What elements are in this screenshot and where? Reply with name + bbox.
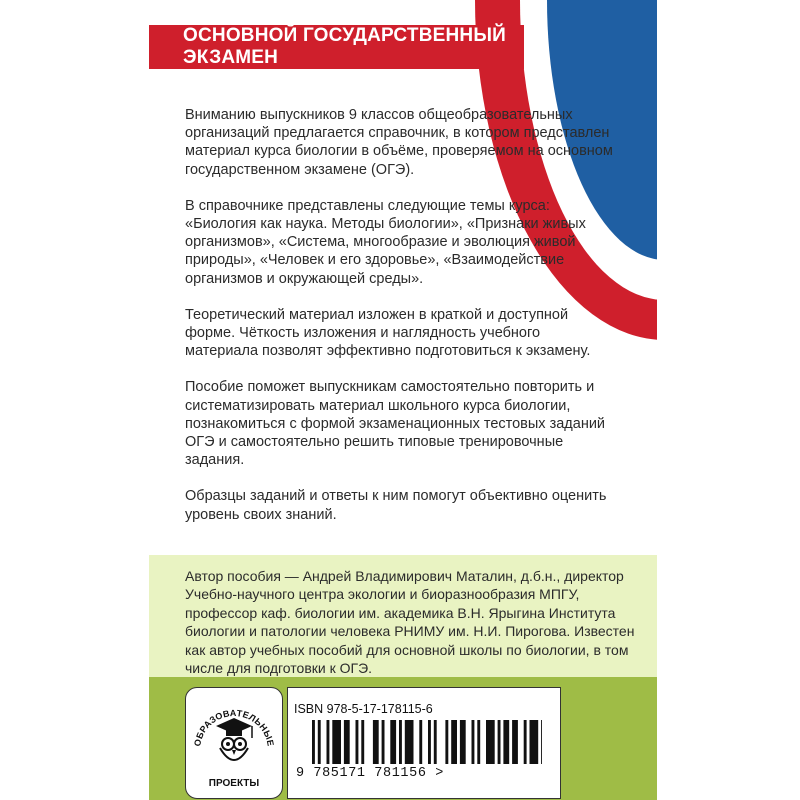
author-block: [149, 555, 657, 677]
exam-title: ОСНОВНОЙ ГОСУДАРСТВЕННЫЙ ЭКЗАМЕН: [183, 25, 506, 68]
description-paragraph: В справочнике представлены следующие темы курса: «Биология как наука. Методы биологии», «Признаки живых организмов», «Система, многообразие и эволюция живой природы», «Человек и его здоровье», «Взаимодействие организмов и окружающей среды».: [185, 197, 586, 287]
exam-title-bar: [149, 25, 524, 69]
logo-top-text: ОБРАЗОВАТЕЛЬНЫЕ: [192, 707, 276, 748]
description-paragraph: Вниманию выпускников 9 классов общеобразовательных организаций предлагается справочник, в котором представлен материал курса биологии в объёме, проверяемом на основном государственном экзамене (ОГЭ).: [185, 107, 613, 178]
logo-bottom-text: ПРОЕКТЫ: [208, 778, 260, 789]
isbn-label: ISBN 978-5-17-178115-6: [294, 702, 433, 716]
owl-logo-icon: [186, 688, 282, 798]
barcode-bars: [312, 720, 542, 764]
author-text: Автор пособия — Андрей Владимирович Маталин, д.б.н., директор Учебно-научного центра экологии и биоразнообразия МПГУ, профессор каф. биологии им. академика В.Н. Ярыгина Института биологии и патологии человека РНИМУ им. Н.И. Пирогова. Известен как автор учебных пособий для основной школы по биологии, в том числе для подготовки к ОГЭ.: [185, 568, 635, 677]
footer-band: [149, 677, 657, 800]
description-paragraph: Пособие поможет выпускникам самостоятельно повторить и систематизировать материал школьного курса биологии, познакомиться с формой экзаменационных тестовых заданий ОГЭ и самостоятельно решить типовые тренировочные задания.: [185, 379, 606, 469]
description-paragraph: Образцы заданий и ответы к ним помогут объективно оценить уровень своих знаний.: [185, 488, 607, 523]
barcode-panel: [287, 687, 561, 799]
publisher-logo: [185, 687, 283, 799]
description-text: [185, 106, 615, 524]
book-back-cover: [149, 0, 657, 800]
barcode-number: 9 785171 781156 >: [296, 766, 444, 781]
description-paragraph: Теоретический материал изложен в краткой и доступной форме. Чёткость изложения и наглядность учебного материала позволят эффективно подготовиться к экзамену.: [185, 306, 591, 360]
